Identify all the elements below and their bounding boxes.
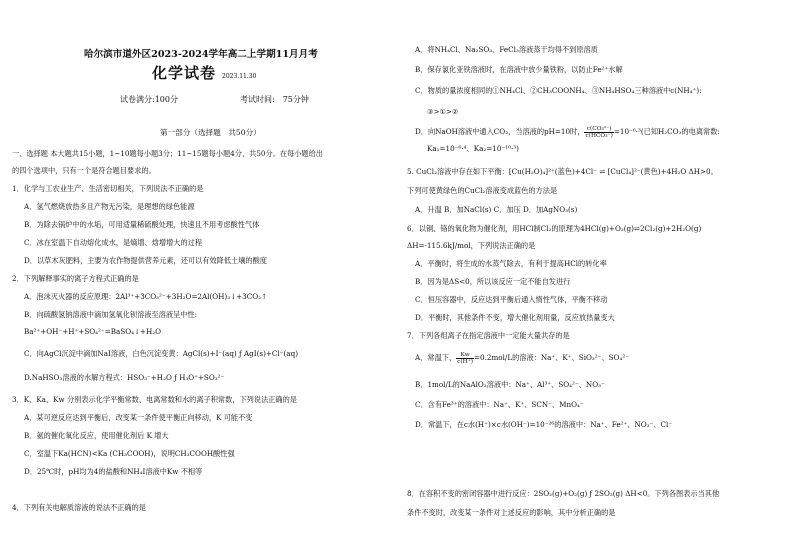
- full-score: 试卷满分:100分: [120, 95, 178, 104]
- q6-option-d: D．平衡时，其他条件不变，增大催化剂用量，反应放热量变大: [415, 313, 615, 322]
- question-5: 5. CuCl₂溶液中存在如下平衡：[Cu(H₂O)₄]²⁺(蓝色)+4Cl⁻ ⇌ [CuCl₄]²⁻(黄色)+4H₂O ΔH>0。: [407, 167, 718, 176]
- carbonate-ratio-fraction: [584, 126, 613, 139]
- question-1: 1．化学与工农业生产、生活密切相关，下列说法不正确的是: [12, 184, 204, 193]
- fraction-denominator: c(HCO₃⁻): [585, 132, 613, 139]
- question-8-stem: 条件不变时，改变某一条件对上述反应的影响，其中分析正确的是: [407, 508, 616, 517]
- q2-option-c: C．向AgCl沉淀中滴加NaI溶液，白色沉淀变黄：AgCl(s)+I⁻(aq) ƒ AgI(s)+Cl⁻(aq): [24, 349, 298, 358]
- right-column: [407, 0, 782, 560]
- q6-option-a: A．平衡时，将生成的水蒸气除去，有利于提高HCl的转化率: [415, 259, 607, 268]
- q1-option-b: B．为除去锅炉中的水垢，可用适量稀硫酸处理，快速且不用考虑酸性气体: [24, 220, 260, 229]
- instructions-line-2: 的四个选项中，只有一个是符合题目要求的。: [12, 166, 156, 175]
- q7-option-a-text: A．常温下，: [415, 353, 457, 362]
- q6-option-c: C．恒压容器中，反应达到平衡后通入惰性气体，平衡不移动: [415, 295, 608, 304]
- q4-option-d-constants: Ka₁=10⁻⁶·⁴、Ka₂=10⁻¹⁰·³): [427, 144, 519, 153]
- q4-option-d-tail: =10⁻⁰·³(已知H₂CO₃的电离常数:: [613, 127, 720, 136]
- question-4: 4．下列有关电解质溶液的说法不正确的是: [12, 503, 146, 512]
- question-2: 2．下列解释事实的离子方程式正确的是: [12, 274, 139, 283]
- q7-option-b: B．1mol/L的NaAlO₂溶液中：Na⁺、Al³⁺、SO₄²⁻、NO₃⁻: [415, 380, 605, 389]
- q4-option-d: [415, 125, 720, 139]
- q4-option-c-order: ③>①>②: [427, 107, 459, 116]
- q3-option-c: C．室温下Ka(HCN)<Ka (CH₃COOH)，说明CH₃COOH酸性强: [24, 449, 235, 458]
- q4-option-a: A．将NH₄Cl、Na₂SO₃、FeCl₃溶液蒸干均得不到原溶质: [415, 45, 598, 54]
- question-7: 7．下列各组离子在指定溶液中一定能大量共存的是: [407, 331, 570, 340]
- instructions-line-1: 一、选择题 本大题共15小题，1~10题每小题3分；11~15题每小题4分，共50分。在每小题给出: [12, 149, 323, 158]
- exam-date: 2023.11.30: [222, 73, 257, 80]
- q2-option-b: B．向硫酸氢钠溶液中滴加氢氧化钡溶液至溶液呈中性:: [24, 310, 198, 319]
- q3-option-d: D．25℃时，pH均为4的盐酸和NH₄I溶液中Kw 不相等: [24, 467, 203, 476]
- q4-option-d-text: D．向NaOH溶液中通入CO₂，当溶液的pH=10时，: [415, 127, 585, 136]
- q5-options: A．升温 B．加NaCl(s) C．加压 D．加AgNO₃(s): [415, 205, 578, 214]
- question-5-stem: 下列可使黄绿色的CuCl₂溶液变成蓝色的方法是: [407, 186, 558, 195]
- section-heading: 第一部分（选择题 共50分）: [160, 128, 261, 137]
- q1-option-c: C．冰在室温下自动熔化成水，是熵增、焓增增大的过程: [24, 238, 203, 247]
- q6-option-b: B．因为是ΔS<0，所以该反应一定不能自发进行: [415, 277, 571, 286]
- question-3: 3．K、Ka、Kw 分别表示化学平衡常数、电离常数和水的离子积常数，下列说法正确的是: [12, 395, 297, 404]
- q1-option-d: D．以草木灰肥料，主要为农作物提供营养元素，还可以有效降低土壤的酸度: [24, 256, 267, 265]
- fraction-denominator: c(H⁺): [457, 358, 474, 365]
- q7-option-d: D．常温下，在c水(H⁺)×c水(OH⁻)=10⁻²⁶的溶液中：Na⁺、Fe²⁺、NO₃⁻、Cl⁻: [415, 420, 673, 429]
- question-6: 6．以铜、铬的氧化物为催化剂，用HCl制Cl₂的原理为4HCl(g)+O₂(g)⇌2Cl₂(g)+2H₂O(g): [407, 224, 702, 233]
- q2-option-a: A．泡沫灭火器的反应原理：2Al³⁺+3CO₃²⁻+3H₂O=2Al(OH)₃↓+3CO₂↑: [24, 292, 268, 301]
- subject-title: 化学试卷: [152, 64, 217, 82]
- kw-fraction: [456, 352, 474, 365]
- left-column: [12, 0, 387, 560]
- q4-option-b: B．保存氯化亚铁溶液时，在溶液中放少量铁粉，以防止Fe²⁺水解: [415, 65, 623, 74]
- q4-option-c: C．物质的量浓度相同的①NH₄Cl、②CH₃COONH₄、③NH₄HSO₄三种溶液中c(NH₄⁺):: [415, 86, 702, 95]
- q7-option-a-tail: =0.2mol/L的溶液：Na⁺、K⁺、SiO₃²⁻、SO₄²⁻: [474, 353, 630, 362]
- question-8: 8．在容积不变的密闭容器中进行反应：2SO₂(g)+O₂(g) ƒ 2SO₃(g) ΔH<0。下列各图表示当其他: [407, 489, 720, 498]
- exam-time: 考试时间: 75分钟: [240, 95, 309, 104]
- q7-option-a: [415, 351, 629, 365]
- q2-option-d: D.NaHSO₃溶液的水解方程式：HSO₃⁻+H₂O ƒ H₃O⁺+SO₃²⁻: [24, 373, 225, 382]
- q1-option-a: A．氢气燃烧放热多且产物无污染，是理想的绿色能源: [24, 202, 195, 211]
- fraction-numerator: Kw: [456, 352, 474, 359]
- question-6-stem: ΔH=-115.6kJ/mol，下列说法正确的是: [407, 241, 536, 250]
- exam-title: 哈尔滨市道外区2023-2024学年高二上学期11月月考: [84, 49, 318, 60]
- q2-option-b-equation: Ba²⁺+OH⁻+H⁺+SO₄²⁻=BaSO₄↓+H₂O: [24, 327, 162, 336]
- q7-option-c: C．含有Fe³⁺的溶液中：Na⁺、K⁺、SCN⁻、MnO₄⁻: [415, 400, 584, 409]
- q3-option-a: A．某可逆反应达到平衡后，改变某一条件使平衡正向移动，K 可能不变: [24, 413, 253, 422]
- fraction-numerator: c(CO₃²⁻): [584, 126, 613, 133]
- subject-line: [152, 64, 256, 86]
- q3-option-b: B．氨的催化氧化反应，使用催化剂后 K 增大: [24, 431, 169, 440]
